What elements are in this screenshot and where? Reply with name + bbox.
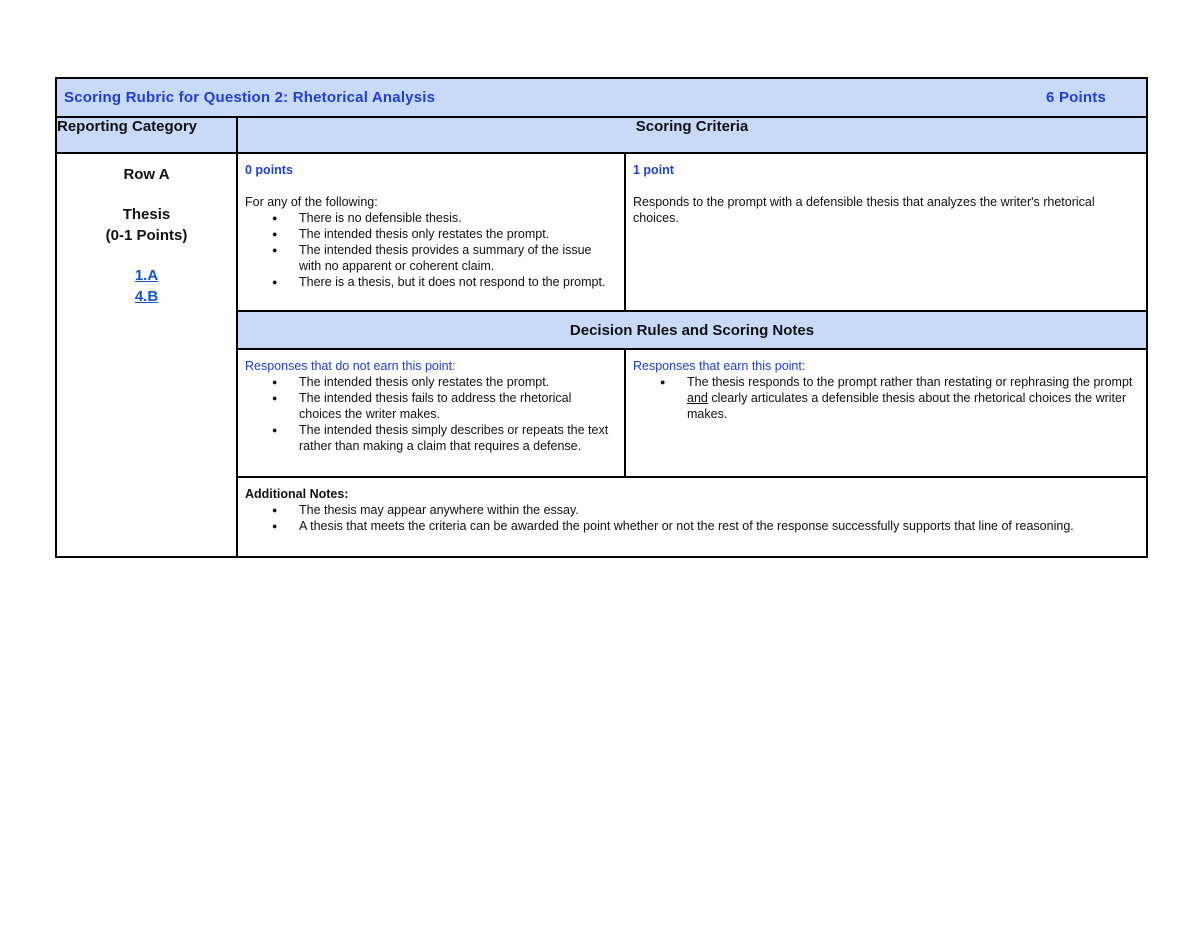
rubric-title: Scoring Rubric for Question 2: Rhetorical Analysis <box>64 89 436 106</box>
earn-list <box>633 374 1139 422</box>
additional-notes-list <box>245 502 1139 534</box>
not-earn-cell <box>237 349 625 477</box>
list-item: ● The intended thesis only restates the prompt. <box>299 226 617 242</box>
earn-text-and: and <box>687 391 708 405</box>
list-item: ● A thesis that meets the criteria can be awarded the point whether or not the rest of the response successfully supports that line of reasoning. <box>299 518 1139 534</box>
criteria-row <box>56 153 1147 311</box>
earn-text-part2: clearly articulates a defensible thesis about the rhetorical choices the writer makes. <box>687 391 1127 421</box>
not-earn-heading: Responses that do not earn this point: <box>245 359 456 373</box>
reporting-category-header: Reporting Category <box>56 117 237 153</box>
additional-notes-cell <box>237 477 1147 557</box>
row-label: Row A <box>123 166 170 183</box>
skill-link-1a[interactable]: 1.A <box>134 267 159 284</box>
earn-heading: Responses that earn this point: <box>633 359 806 373</box>
list-item: ● There is no defensible thesis. <box>299 210 617 226</box>
points-total: 6 Points <box>1046 89 1106 106</box>
title-cell <box>56 78 1147 117</box>
list-item: ● The intended thesis only restates the prompt. <box>299 374 617 390</box>
decision-rules-header: Decision Rules and Scoring Notes <box>237 311 1147 349</box>
list-item: ● There is a thesis, but it does not respond to the prompt. <box>299 274 617 290</box>
list-item <box>687 374 1139 422</box>
list-item: ● The intended thesis simply describes or repeats the text rather than making a claim that requires a defense. <box>299 422 617 454</box>
scoring-criteria-header: Scoring Criteria <box>237 117 1147 153</box>
one-point-text: Responds to the prompt with a defensible thesis that analyzes the writer's rhetorical choices. <box>633 195 1095 225</box>
zero-points-heading: 0 points <box>245 163 293 177</box>
list-item: ● The intended thesis fails to address the rhetorical choices the writer makes. <box>299 390 617 422</box>
earn-cell <box>625 349 1147 477</box>
zero-points-list <box>245 210 617 290</box>
one-point-cell <box>625 153 1147 311</box>
title-row <box>56 78 1147 117</box>
additional-notes-heading: Additional Notes: <box>245 487 349 501</box>
earn-text-part1: The thesis responds to the prompt rather than restating or rephrasing the prompt <box>687 375 1133 389</box>
zero-points-cell <box>237 153 625 311</box>
points-range: (0-1 Points) <box>105 227 188 244</box>
header-row <box>56 117 1147 153</box>
not-earn-list <box>245 374 617 454</box>
zero-points-intro: For any of the following: <box>245 195 378 209</box>
list-item: ● The intended thesis provides a summary of the issue with no apparent or coherent claim. <box>299 242 617 274</box>
scoring-rubric-table <box>55 77 1148 558</box>
skill-link-4b[interactable]: 4.B <box>134 288 159 305</box>
one-point-heading: 1 point <box>633 163 674 177</box>
row-a-category-cell <box>56 153 237 557</box>
list-item: ● The thesis may appear anywhere within the essay. <box>299 502 1139 518</box>
category-name: Thesis <box>122 206 171 223</box>
